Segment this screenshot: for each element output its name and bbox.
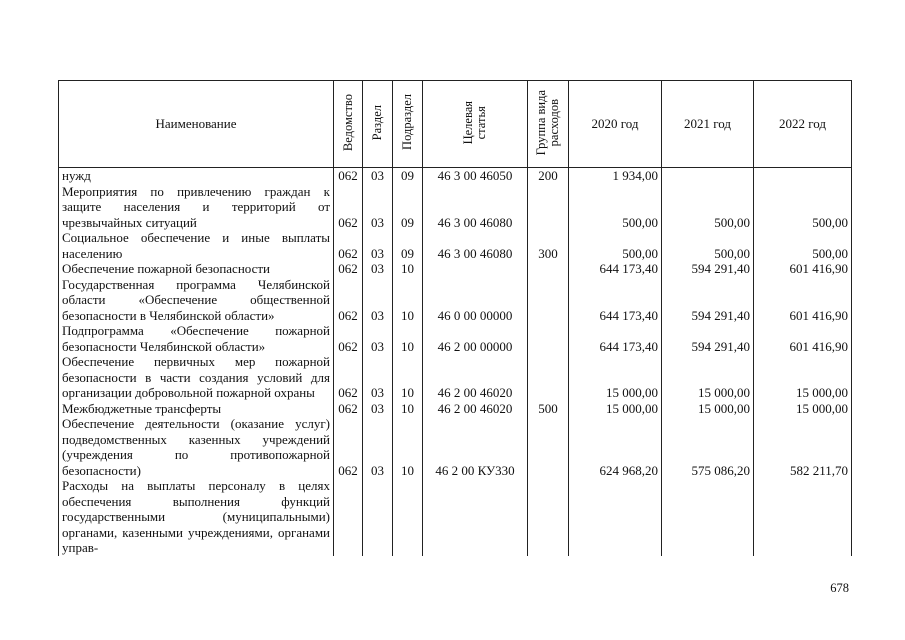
table-row — [59, 401, 852, 417]
cell-subsection: 10 — [393, 261, 423, 277]
cell-2020: 500,00 — [569, 230, 662, 261]
cell-name: Обеспечение первичных мер пожарной безопасности в части создания условий для организации добровольной пожарной охраны — [59, 354, 334, 401]
cell-section: 03 — [363, 401, 393, 417]
header-dept: Ведомство — [334, 81, 363, 168]
header-subsection: Подраздел — [393, 81, 423, 168]
cell-subsection: 10 — [393, 323, 423, 354]
cell-dept: 062 — [334, 401, 363, 417]
cell-2021: 15 000,00 — [662, 401, 754, 417]
cell-2021: 594 291,40 — [662, 261, 754, 277]
cell-2022 — [754, 168, 852, 184]
cell-subsection: 09 — [393, 168, 423, 184]
table-row — [59, 277, 852, 324]
cell-dept: 062 — [334, 416, 363, 478]
cell-group: 500 — [528, 401, 569, 417]
cell-group — [528, 323, 569, 354]
cell-dept: 062 — [334, 184, 363, 231]
cell-2021: 575 086,20 — [662, 416, 754, 478]
cell-group — [528, 277, 569, 324]
cell-dept: 062 — [334, 354, 363, 401]
cell-2020: 500,00 — [569, 184, 662, 231]
cell-section: 03 — [363, 261, 393, 277]
table-row — [59, 230, 852, 261]
cell-2022: 582 211,70 — [754, 416, 852, 478]
cell-subsection: 09 — [393, 230, 423, 261]
cell-section: 03 — [363, 184, 393, 231]
cell-2022: 601 416,90 — [754, 261, 852, 277]
cell-group — [528, 261, 569, 277]
table-row — [59, 323, 852, 354]
cell-group: 300 — [528, 230, 569, 261]
cell-dept: 062 — [334, 277, 363, 324]
cell-dept: 062 — [334, 168, 363, 184]
header-2022: 2022 год — [754, 81, 852, 168]
cell-2021 — [662, 168, 754, 184]
cell-name: Обеспечение пожарной безопасности — [59, 261, 334, 277]
cell-2020 — [569, 478, 662, 556]
cell-2020: 15 000,00 — [569, 354, 662, 401]
cell-target — [423, 478, 528, 556]
cell-subsection: 09 — [393, 184, 423, 231]
cell-target: 46 2 00 КУ330 — [423, 416, 528, 478]
cell-group — [528, 184, 569, 231]
cell-name: нужд — [59, 168, 334, 184]
cell-name: Социальное обеспечение и иные выплаты населению — [59, 230, 334, 261]
cell-subsection: 10 — [393, 277, 423, 324]
cell-dept: 062 — [334, 323, 363, 354]
cell-subsection: 10 — [393, 401, 423, 417]
cell-2020: 15 000,00 — [569, 401, 662, 417]
cell-2020: 644 173,40 — [569, 277, 662, 324]
cell-name: Расходы на выплаты персоналу в целях обеспечения выполнения функций государственными (муниципальными) органами, казенными учреждениями, органами управ- — [59, 478, 334, 556]
cell-section: 03 — [363, 354, 393, 401]
cell-group — [528, 478, 569, 556]
cell-section: 03 — [363, 416, 393, 478]
cell-target — [423, 261, 528, 277]
table-row — [59, 478, 852, 556]
table-row — [59, 168, 852, 184]
cell-target: 46 3 00 46080 — [423, 230, 528, 261]
cell-2022: 500,00 — [754, 230, 852, 261]
header-2021: 2021 год — [662, 81, 754, 168]
header-section: Раздел — [363, 81, 393, 168]
header-2020: 2020 год — [569, 81, 662, 168]
cell-target: 46 3 00 46050 — [423, 168, 528, 184]
cell-target: 46 0 00 00000 — [423, 277, 528, 324]
table-row — [59, 416, 852, 478]
cell-2022 — [754, 478, 852, 556]
cell-target: 46 2 00 46020 — [423, 354, 528, 401]
cell-target: 46 3 00 46080 — [423, 184, 528, 231]
cell-2021: 500,00 — [662, 184, 754, 231]
cell-group — [528, 416, 569, 478]
cell-2020: 644 173,40 — [569, 323, 662, 354]
table-row — [59, 184, 852, 231]
cell-section: 03 — [363, 168, 393, 184]
cell-dept: 062 — [334, 230, 363, 261]
cell-2021: 594 291,40 — [662, 277, 754, 324]
page-number: 678 — [830, 581, 849, 595]
cell-dept: 062 — [334, 261, 363, 277]
cell-2021: 500,00 — [662, 230, 754, 261]
cell-section: 03 — [363, 323, 393, 354]
header-group: Группа вида расходов — [528, 81, 569, 168]
cell-name: Мероприятия по привлечению граждан к защите населения и территорий от чрезвычайных ситуаций — [59, 184, 334, 231]
header-name: Наименование — [59, 81, 334, 168]
cell-section — [363, 478, 393, 556]
cell-2020: 624 968,20 — [569, 416, 662, 478]
cell-subsection — [393, 478, 423, 556]
cell-subsection: 10 — [393, 416, 423, 478]
cell-2022: 15 000,00 — [754, 401, 852, 417]
cell-name: Подпрограмма «Обеспечение пожарной безопасности Челябинской области» — [59, 323, 334, 354]
cell-dept — [334, 478, 363, 556]
cell-2022: 601 416,90 — [754, 277, 852, 324]
cell-2021: 15 000,00 — [662, 354, 754, 401]
cell-name: Обеспечение деятельности (оказание услуг) подведомственных казенных учреждений (учреждения по противопожарной безопасности) — [59, 416, 334, 478]
cell-2020: 644 173,40 — [569, 261, 662, 277]
cell-target: 46 2 00 46020 — [423, 401, 528, 417]
table-row — [59, 261, 852, 277]
cell-section: 03 — [363, 277, 393, 324]
cell-2022: 601 416,90 — [754, 323, 852, 354]
cell-subsection: 10 — [393, 354, 423, 401]
cell-2022: 500,00 — [754, 184, 852, 231]
table-header-row — [59, 81, 852, 168]
cell-name: Государственная программа Челябинской области «Обеспечение общественной безопасности в Челябинской области» — [59, 277, 334, 324]
cell-name: Межбюджетные трансферты — [59, 401, 334, 417]
header-target: Целевая статья — [423, 81, 528, 168]
cell-group: 200 — [528, 168, 569, 184]
cell-section: 03 — [363, 230, 393, 261]
cell-2021: 594 291,40 — [662, 323, 754, 354]
cell-2020: 1 934,00 — [569, 168, 662, 184]
budget-table — [58, 80, 852, 556]
cell-group — [528, 354, 569, 401]
cell-2022: 15 000,00 — [754, 354, 852, 401]
cell-2021 — [662, 478, 754, 556]
table-row — [59, 354, 852, 401]
cell-target: 46 2 00 00000 — [423, 323, 528, 354]
